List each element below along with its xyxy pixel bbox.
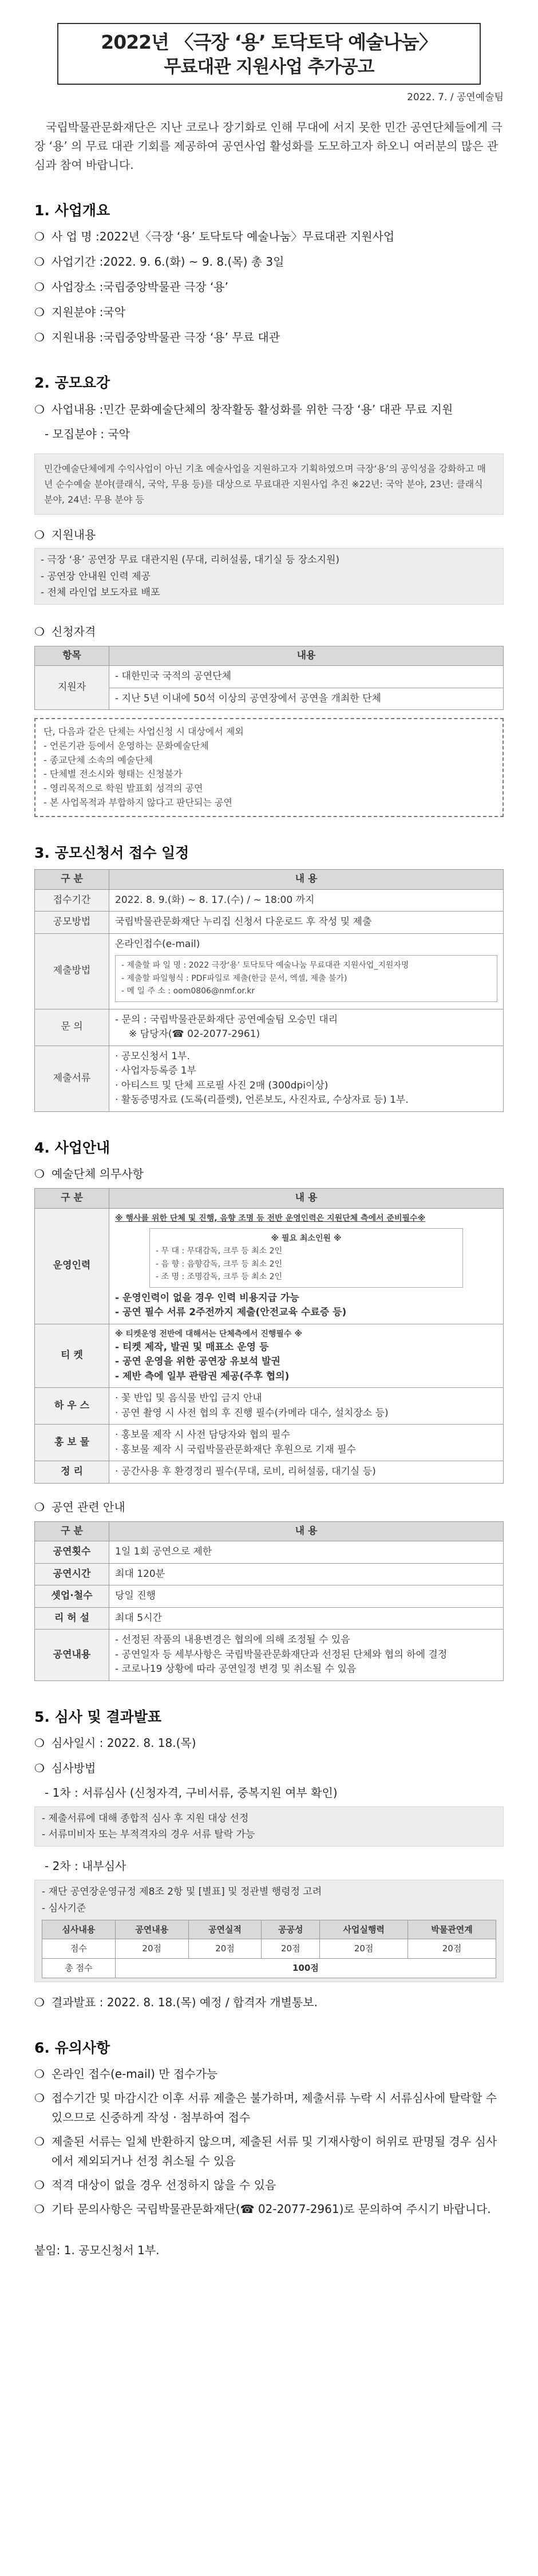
list-item: - 운영인력이 없을 경우 인력 비용지급 가능 [115,1292,299,1304]
circle-bullet-icon: ❍ [34,1736,45,1750]
circle-bullet-icon: ❍ [34,255,45,269]
list-item: - 서류미비자 또는 부적격자의 경우 서류 탈락 가능 [42,1829,255,1841]
list-item: · 꽃 반입 및 음식물 반입 금지 안내 [115,1392,262,1405]
list-item: - 음 향 : 음향감독, 크루 등 최소 2인 [156,1259,283,1269]
table-cell: 셋업·철수 [35,1585,109,1608]
list-item: - 제반 측에 일부 관람권 제공(주후 협의) [115,1370,290,1382]
table-cell: 공연내용 [35,1630,109,1681]
circle-bullet-icon: ❍ [34,230,45,244]
table-cell [109,1630,504,1681]
list-item: - 영리목적으로 학원 발표회 성격의 공연 [43,783,203,794]
list-item: - 전체 라인업 보도자료 배포 [41,586,160,598]
issue-date: 2022. 7. / 공연예술팀 [407,92,504,104]
obligation-table [34,1188,504,1484]
exclusion-box [34,718,504,817]
list-item: - 제출할 파 일 명 : 2022 극장‘용’ 토닥토닥 예술나눔 무료대관 지원사업_지원자명 [121,961,409,971]
list-item: - 제출할 파일형식 : PDF파일로 제출(한글 문서, 엑셀, 제출 불가) [121,973,347,983]
table-cell: 공연시간 [35,1563,109,1585]
table-cell: 최대 5시간 [109,1607,504,1630]
table-cell: 20점 [320,1939,408,1959]
policy-note-box: 민간예술단체에게 수익사업이 아닌 기초 예술사업을 지원하고자 기획하였으며 극장‘용’의 공익성을 강화하고 매년 순수예술 분야(클래식, 국악, 무용 등)를 대상으로 무료대관 지원사업 추진 ※22년: 국악 분야, 23년: 클래식 분야, 24년: 무용 분야 등 [34,453,504,515]
circle-bullet-icon: ❍ [34,1167,45,1181]
email-address: - 메 일 주 소 : oom0806@nmf.or.kr [121,987,255,996]
notice-item: ❍ 온라인 접수(e-mail) 만 접수가능 [34,2064,504,2084]
circle-bullet-icon: ❍ [34,280,45,294]
table-cell: 리 허 설 [35,1607,109,1630]
table-header: 공연내용 [115,1920,188,1939]
title-line-2: 무료대관 지원사업 추가공고 [164,56,374,77]
stage-2: - 2차 : 내부심사 [45,1859,126,1873]
list-item: · 사업자등록증 1부 [115,1065,196,1077]
table-cell [109,933,504,1009]
business-content: ❍ 사업내용 : 민간 문화예술단체의 창작활동 활성화를 위한 극장 ‘용’ 대관 무료 지원 [34,400,504,419]
list-item: · 아티스트 및 단체 프로필 사진 2매 (300dpi이상) [115,1079,329,1091]
staff-box [149,1228,463,1288]
section-1-list [34,227,504,347]
overview-item: ❍ 사 업 명 : 2022년〈극장 ‘용’ 토닥토닥 예술나눔〉무료대관 지원사업 [34,227,504,246]
qualification-heading: ❍ 신청자격 [34,622,504,641]
support-list-box [34,548,504,604]
table-cell: 제출서류 [35,1046,109,1111]
attachment-note: 붙임: 1. 공모신청서 1부. [34,2243,160,2258]
list-item: - 심사기준 [42,1902,86,1914]
recruit-field: - 모집분야 : 국악 [45,427,130,441]
table-cell [109,1009,504,1046]
table-cell [109,1425,504,1461]
list-item: - 선정된 작품의 내용변경은 협의에 의해 조정될 수 있음 [115,1634,350,1646]
table-cell: 접수기간 [35,889,109,912]
table-header: 구 분 [35,870,109,890]
table-header: 내 용 [109,1189,504,1209]
circle-bullet-icon: ❍ [34,2067,45,2081]
stage-1: - 1차 : 서류심사 (신청자격, 구비서류, 중복지원 여부 확인) [45,1786,338,1800]
overview-item: ❍ 지원분야 : 국악 [34,302,504,322]
performance-table [34,1521,504,1681]
notice-item: ❍ 적격 대상이 없을 경우 선정하지 않을 수 있음 [34,2175,504,2195]
table-cell: - 지난 5년 이내에 50석 이상의 공연장에서 공연을 개최한 단체 [109,688,504,710]
table-cell: 공모방법 [35,912,109,934]
circle-bullet-icon: ❍ [34,1500,45,1514]
table-cell: 20점 [188,1939,262,1959]
overview-item: ❍ 사업기간 : 2022. 9. 6.(화) ~ 9. 8.(목) 총 3일 [34,252,504,271]
table-cell: 문 의 [35,1009,109,1046]
table-cell [109,1046,504,1111]
application-table [34,869,504,1111]
table-cell: 20점 [262,1939,320,1959]
table-header: 사업실행력 [320,1920,408,1939]
list-item: - 무 대 : 무대감독, 크루 등 최소 2인 [156,1246,283,1256]
notice-item: ❍ 기타 문의사항은 국립박물관문화재단(☎ 02-2077-2961)로 문의하여 주시기 바랍니다. [34,2199,504,2219]
list-item: - 언론기관 등에서 운영하는 문화예술단체 [43,740,209,751]
list-item: - 제출서류에 대해 종합적 심사 후 지원 대상 선정 [42,1813,249,1825]
table-cell [109,1388,504,1425]
table-cell: 티 켓 [35,1324,109,1388]
circle-bullet-icon: ❍ [34,528,45,542]
title-box [57,23,481,85]
list-item: · 공모신청서 1부. [115,1050,190,1062]
circle-bullet-icon: ❍ [34,305,45,319]
obligation-heading: ❍ 예술단체 의무사항 [34,1164,504,1184]
list-item: - 코로나19 상황에 따라 공연일정 변경 및 취소될 수 있음 [115,1663,357,1675]
circle-bullet-icon: ❍ [34,1761,45,1776]
circle-bullet-icon: ❍ [34,624,45,638]
table-cell: 홍 보 물 [35,1425,109,1461]
table-header: 공공성 [262,1920,320,1939]
list-item: - 공연 필수 서류 2주전까지 제출(안전교육 수료증 등) [115,1307,347,1318]
table-cell: 점수 [42,1939,116,1959]
list-item: 단, 다음과 같은 단체는 사업신청 시 대상에서 제외 [43,726,244,737]
staff-note: ※ 행사를 위한 단체 및 진행, 음향 조명 등 전반 운영인력은 지원단체 측에서 준비필수※ [115,1213,426,1223]
list-item: - 종교단체 소속의 예술단체 [43,754,153,766]
section-5-heading: 5. 심사 및 결과발표 [34,1708,162,1725]
result-announce: ❍ 결과발표 : 2022. 8. 18.(목) 예정 / 합격자 개별통보. [34,1993,504,2012]
section-3-heading: 3. 공모신청서 접수 일정 [34,844,189,861]
table-cell: 총 점수 [42,1959,116,1978]
table-cell: 운영인력 [35,1208,109,1324]
intro-paragraph: 국립박물관문화재단은 지난 코로나 장기화로 인해 무대에 서지 못한 민간 공연단체들에게 극장 ‘용’ 의 무료 대관 기회를 제공하여 공연사업 활성화를 도모하고자 하오니 여러분의 많은 관심과 참여 바랍니다. [34,120,503,172]
submit-method: 온라인접수(e-mail) [115,938,200,950]
table-header: 항목 [35,646,109,666]
table-cell: 정 리 [35,1461,109,1484]
list-item: - 공연장 안내원 인력 제공 [41,570,151,582]
table-cell: 하 우 스 [35,1388,109,1425]
ticket-note: ※ 티켓운영 전반에 대해서는 단체측에서 진행필수 ※ [115,1329,302,1339]
table-header: 구 분 [35,1521,109,1541]
contact-phone: ※ 담당자(☎ 02-2077-2961) [129,1028,260,1040]
circle-bullet-icon: ❍ [34,1995,45,2009]
table-cell: 2022. 8. 9.(화) ~ 8. 17.(수) / ~ 18:00 까지 [109,889,504,912]
circle-bullet-icon: ❍ [34,330,45,345]
table-cell: 국립박물관문화재단 누리집 신청서 다운로드 후 작성 및 제출 [109,912,504,934]
support-heading: ❍ 지원내용 [34,525,504,545]
overview-item: ❍ 지원내용 : 국립중앙박물관 극장 ‘용’ 무료 대관 [34,328,504,347]
table-header: 내용 [109,646,504,666]
table-header: 내 용 [109,1521,504,1541]
submit-notes-box [115,955,497,1001]
list-item: - 공연일자 등 세부사항은 국립박물관문화재단과 선정된 단체와 협의 하에 결정 [115,1648,448,1660]
table-header: 공연실적 [188,1920,262,1939]
review-date: ❍ 심사일시 : 2022. 8. 18.(목) [34,1733,504,1753]
table-cell: · 공간사용 후 환경정리 필수(무대, 로비, 리허설룸, 대기실 등) [109,1461,504,1484]
circle-bullet-icon: ❍ [34,2135,45,2149]
section-2-heading: 2. 공모요강 [34,374,110,392]
score-table [42,1920,496,1978]
table-cell: 20점 [115,1939,188,1959]
list-item: - 본 사업목적과 부합하지 않다고 판단되는 공연 [43,797,232,808]
performance-heading: ❍ 공연 관련 안내 [34,1497,504,1517]
section-6-heading: 6. 유의사항 [34,2039,110,2056]
table-header: 심사내용 [42,1920,116,1939]
stage-2-box [34,1880,504,1982]
table-cell: - 대한민국 국적의 공연단체 [109,666,504,688]
circle-bullet-icon: ❍ [34,2091,45,2105]
staff-min: ※ 필요 최소인원 ※ [271,1233,342,1243]
list-item: - 단체별 전소시와 형태는 신청불가 [43,768,183,780]
table-cell [109,1208,504,1324]
list-item: - 극장 ‘용’ 공연장 무료 대관지원 (무대, 리허설룸, 대기실 등 장소지원) [41,554,340,566]
table-cell [109,1324,504,1388]
notice-list [34,2064,504,2219]
list-item: - 재단 공연장운영규정 제8조 2항 및 [별표] 및 정관별 행령정 고려 [42,1886,322,1898]
overview-item: ❍ 사업장소 : 국립중앙박물관 극장 ‘용’ [34,277,504,297]
list-item: · 활동증명자료 (도록(리플렛), 언론보도, 사진자료, 수상자료 등) 1부. [115,1094,409,1106]
list-item: · 공연 촬영 시 사전 협의 후 진행 필수(카메라 대수, 설치장소 등) [115,1407,389,1419]
list-item: · 홍보물 제작 시 국립박물관문화재단 후원으로 기재 필수 [115,1443,356,1455]
notice-item: ❍ 접수기간 및 마감시간 이후 서류 제출은 불가하며, 제출서류 누락 시 서류심사에 탈락할 수 있으므로 신중하게 작성 · 첨부하여 접수 [34,2088,504,2127]
list-item: - 티켓 제작, 발권 및 매표소 운영 등 [115,1341,269,1353]
list-item: · 홍보물 제작 시 사전 담당자와 협의 필수 [115,1429,290,1441]
notice-item: ❍ 제출된 서류는 일체 반환하지 않으며, 제출된 서류 및 기재사항이 허위로 판명될 경우 심사에서 제외되거나 선정 취소될 수 있음 [34,2132,504,2171]
table-cell: 최대 120분 [109,1563,504,1585]
table-cell: 제출방법 [35,933,109,1009]
list-item: - 공연 운영을 위한 공연장 유보석 발권 [115,1356,280,1368]
circle-bullet-icon: ❍ [34,402,45,416]
table-header: 구 분 [35,1189,109,1209]
section-4-heading: 4. 사업안내 [34,1139,110,1156]
table-header: 내 용 [109,870,504,890]
circle-bullet-icon: ❍ [34,2178,45,2192]
stage-1-box [34,1806,504,1847]
table-cell: 20점 [408,1939,496,1959]
table-cell: 당일 진행 [109,1585,504,1608]
list-item: - 조 명 : 조명감독, 크루 등 최소 2인 [156,1272,283,1282]
review-method: ❍ 심사방법 [34,1758,504,1778]
title-line-1: 2022년 〈극장 ‘용’ 토닥토닥 예술나눔〉 [101,31,437,53]
table-header: 박물관연계 [408,1920,496,1939]
table-cell: 1일 1회 공연으로 제한 [109,1541,504,1564]
circle-bullet-icon: ❍ [34,2202,45,2216]
section-1-heading: 1. 사업개요 [34,202,110,219]
contact-line: - 문의 : 국립박물관문화재단 공연예술팀 오승민 대리 [115,1013,338,1025]
table-cell: 100점 [115,1959,496,1978]
qualification-table [34,646,504,711]
table-cell: 지원자 [35,666,109,710]
table-cell: 공연횟수 [35,1541,109,1564]
